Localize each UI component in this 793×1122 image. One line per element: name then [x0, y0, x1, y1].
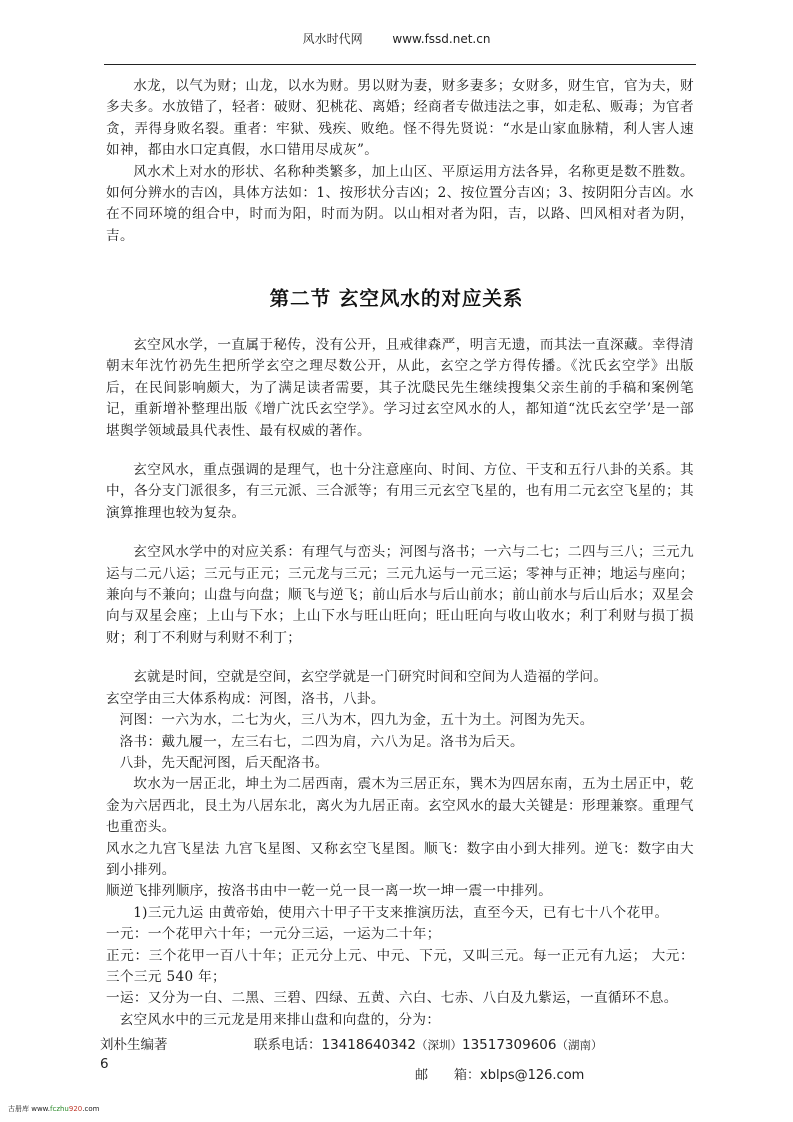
email-label-2: 箱：	[454, 1068, 481, 1083]
line: 玄空风水中的三元龙是用来排山盘和向盘的，分为：	[119, 1011, 441, 1028]
line: 八卦，先天配河图，后天配洛书。	[119, 754, 329, 771]
paragraph: 水龙，以气为财；山龙，以水为财。男以财为妻，财多妻多；女财多，财生官，官为夫，财多夫多。水放错了，轻者：破财、犯桃花、离婚；经商者专做违法之事，如走私、贩毒；为官者贪，弄得身败名裂。重者：牢狱、残疾、败绝。怪不得先贤说：“水是山家血脉精，利人害人速如神，都由水口定真假，水口错用尽成灰”。	[106, 78, 694, 159]
page-header	[0, 30, 793, 47]
paragraph: 坎水为一居正北，坤土为二居西南，震木为三居正东，巽木为四居东南，五为土居正中，乾金为六居西北，艮土为八居东北，离火为九居正南。玄空风水的最大关键是：形理兼察。重理气也重峦头。	[106, 776, 694, 836]
line: 正元：三个花甲一百八十年；正元分上元、中元、下元，又叫三元。每一正元有九运； 大元：三个三元 540 年；	[106, 947, 694, 985]
watermark-prefix: 古册库	[8, 1105, 29, 1113]
line: 洛书：戴九履一，左三右七，二四为肩，六八为足。洛书为后天。	[119, 733, 524, 750]
footer-email	[415, 1064, 584, 1083]
paragraph: 玄空风水学，一直属于秘传，没有公开，且戒律森严，明言无遗，而其法一直深藏。幸得清朝末年沈竹礽先生把所学玄空之理尽数公开，从此，玄空之学方得传播。《沈氏玄空学》出版后，在民间影响颇大，为了满足读者需要，其子沈瓞民先生继续搜集父亲生前的手稿和案例笔记，重新增补整理出版《增广沈氏玄空学》。学习过玄空风水的人，都知道“沈氏玄空学’是一部堪舆学领域最具代表性、最有权威的著作。	[106, 337, 694, 439]
line: 1)三元九运 由黄帝始，使用六十甲子干支来推演历法，直至今天，已有七十八个花甲。	[133, 904, 669, 921]
email-address: xblps@126.com	[480, 1068, 585, 1083]
paragraph: 玄空风水学中的对应关系：有理气与峦头；河图与洛书；一六与二七；二四与三八；三元九运与二元八运；三元与正元；三元龙与三元；三元九运与一元三运；零神与正神；地运与座向；兼向与不兼向；山盘与向盘；顺飞与逆飞；前山后水与后山前水；前山前水与后山后水；双星会向与双星会座；上山与下水；上山下水与旺山旺向；旺山旺向与收山收水；利丁利财与损丁损财；利丁不利财与利财不利丁；	[106, 544, 694, 646]
phone-1: 13418640342	[321, 1037, 416, 1053]
line: 一运：又分为一白、二黑、三碧、四绿、五黄、六白、七赤、八白及九紫运，一直循环不息。	[106, 990, 678, 1007]
header-site-name: 风水时代网	[302, 32, 363, 46]
line: 玄空学由三大体系构成：河图，洛书，八卦。	[106, 690, 385, 707]
watermark-url-start: www.	[31, 1105, 50, 1113]
watermark-url-mid: fczhu	[50, 1105, 69, 1113]
line: 顺逆飞排列顺序，按洛书由中一乾一兑一艮一离一坎一坤一震一中排列。	[106, 883, 553, 900]
phone-2-place: （湖南）	[556, 1038, 603, 1052]
footer-contact	[254, 1033, 602, 1053]
phone-1-place: （深圳）	[415, 1038, 462, 1052]
footer-author: 刘朴生编著	[100, 1037, 168, 1053]
section-title: 第二节 玄空风水的对应关系	[269, 287, 524, 310]
watermark-url-end: .com	[82, 1105, 100, 1113]
page-number: 6	[100, 1056, 109, 1072]
header-site-url: www.fssd.net.cn	[392, 32, 491, 46]
line: 玄就是时间，空就是空间，玄空学就是一门研究时间和空间为人造福的学问。	[133, 669, 608, 686]
watermark-url-num: 920	[68, 1105, 83, 1113]
paragraph: 玄空风水，重点强调的是理气，也十分注意座向、时间、方位、干支和五行八卦的关系。其中，各分支门派很多，有三元派、三合派等；有用三元玄空飞星的，也有用二元玄空飞星的；其演算推理也较为复杂。	[106, 462, 694, 521]
paragraph: 风水之九宫飞星法 九宫飞星图、又称玄空飞星图。顺飞：数字由小到大排列。逆飞：数字由大到小排列。	[106, 840, 694, 878]
email-label-1: 邮	[415, 1068, 429, 1083]
phone-2: 13517309606	[461, 1037, 557, 1053]
header-divider	[104, 64, 696, 65]
section1-body	[106, 76, 694, 247]
watermark	[8, 1104, 99, 1114]
phone-label: 联系电话：	[254, 1037, 322, 1053]
section2-body	[106, 335, 694, 1031]
line: 河图：一六为水，二七为火，三八为木，四九为金，五十为土。河图为先天。	[119, 712, 594, 729]
line: 一元：一个花甲六十年；一元分三运，一运为二十年；	[106, 926, 441, 943]
paragraph: 风水术上对水的形状、名称种类繁多，加上山区、平原运用方法各异，名称更是数不胜数。如何分辨水的吉凶，具体方法如：1、按形状分吉凶；2、按位置分吉凶；3、按阴阳分吉凶。水在不同环境的组合中，时而为阳，时而为阴。以山相对者为阳，吉，以路、凹风相对者为阴，吉。	[106, 163, 694, 244]
